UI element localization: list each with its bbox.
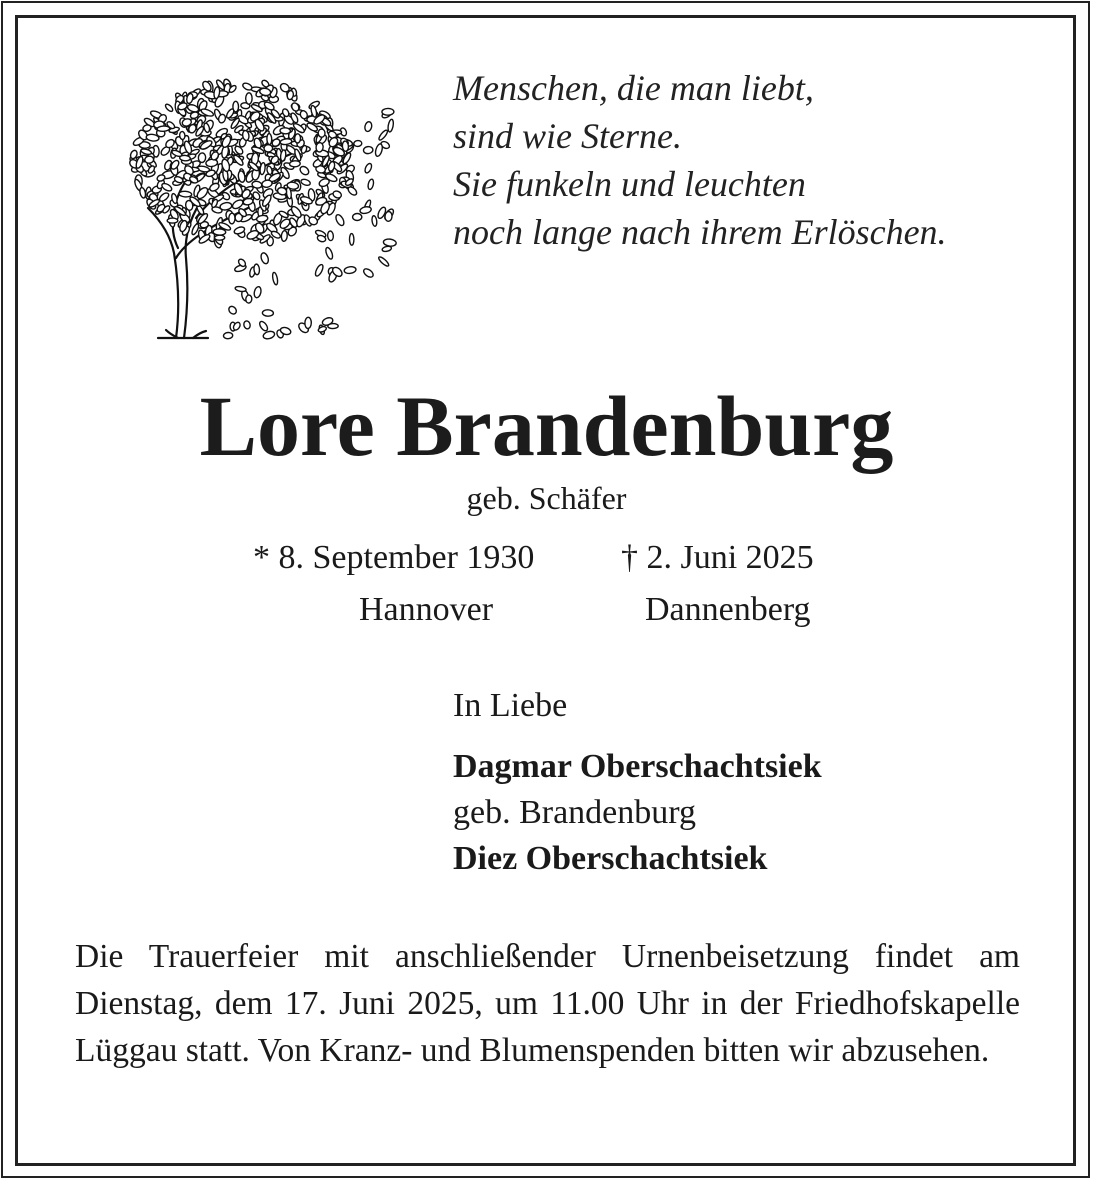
leaf-shape <box>158 191 170 202</box>
mourner-name: Diez Oberschachtsiek <box>453 840 768 877</box>
leaf-shape <box>145 156 154 164</box>
leaf-shape <box>164 103 174 113</box>
windblown-tree-icon <box>118 58 398 346</box>
leaf-shape <box>347 185 358 196</box>
leaf-shape <box>362 267 374 279</box>
deceased-name: Lore Brandenburg <box>199 378 894 474</box>
poem-line: Menschen, die man liebt, <box>453 68 814 108</box>
leaf-shape <box>290 205 303 219</box>
leaf-shape <box>179 155 190 161</box>
leaf-shape <box>179 191 192 197</box>
death-date: † 2. Juni 2025 <box>621 539 814 576</box>
leaf-shape <box>261 179 272 188</box>
leaf-shape <box>272 272 279 285</box>
leaf-shape <box>383 238 397 247</box>
leaf-shape <box>280 128 291 135</box>
birth-date: * 8. September 1930 <box>253 539 535 576</box>
leaf-shape <box>385 211 393 221</box>
leaf-shape <box>354 140 362 146</box>
mourners-list <box>453 744 822 882</box>
leaf-shape <box>298 165 310 177</box>
leaf-shape <box>179 131 185 139</box>
leaf-shape <box>233 101 239 112</box>
leaf-shape <box>334 213 345 226</box>
leaf-shape <box>374 143 383 157</box>
birth-place: Hannover <box>359 591 494 628</box>
leaf-shape <box>305 317 312 328</box>
leaf-shape <box>324 247 333 260</box>
poem <box>453 64 947 256</box>
mourners-intro: In Liebe <box>453 687 568 724</box>
leaf-shape <box>227 305 238 316</box>
leaf-shape <box>213 229 226 236</box>
leaf-shape <box>281 230 288 241</box>
leaf-shape <box>235 286 247 292</box>
leaf-shape <box>363 146 373 154</box>
funeral-notice: Die Trauerfeier mit anschließender Urnenbeisetzung findet am Dienstag, dem 17. Juni 2025, um 11.00 Uhr in der Friedhofskapelle Lüggau statt. Von Kranz- und Blumenspenden bitten wir abzusehen. <box>75 938 1020 1069</box>
leaf-shape <box>349 234 354 246</box>
leaf-shape <box>382 108 394 115</box>
poem-line: Sie funkeln und leuchten <box>453 164 806 204</box>
leaf-shape <box>245 295 252 304</box>
leaf-shape <box>364 163 373 174</box>
leaf-shape <box>258 320 269 332</box>
leaf-shape <box>300 178 311 186</box>
leaf-shape <box>327 231 333 241</box>
leaf-shape <box>364 121 373 132</box>
leaf-shape <box>377 256 389 268</box>
maiden-name: geb. Schäfer <box>466 480 627 516</box>
leaf-shape <box>314 263 325 277</box>
leaf-shape <box>353 214 362 221</box>
leaf-shape <box>295 134 301 143</box>
leaf-shape <box>142 124 152 132</box>
leaf-shape <box>161 182 173 192</box>
poem-line: sind wie Sterne. <box>453 116 682 156</box>
leaf-shape <box>260 252 270 265</box>
leaf-shape <box>316 142 324 152</box>
poem-line: noch lange nach ihrem Erlöschen. <box>453 212 947 252</box>
leaf-shape <box>246 93 253 105</box>
leaf-shape <box>157 126 170 132</box>
leaf-shape <box>139 187 146 198</box>
leaf-shape <box>223 332 233 339</box>
leaf-shape <box>342 141 349 152</box>
leaf-shape <box>371 215 377 226</box>
leaf-shape <box>387 119 394 132</box>
mourner-name: Dagmar Oberschachtsiek <box>453 748 822 785</box>
leaf-shape <box>328 324 338 329</box>
leaf-shape <box>253 286 262 298</box>
leaf-shape <box>229 213 236 224</box>
death-place: Dannenberg <box>645 591 811 628</box>
leaf-shape <box>359 206 371 215</box>
leaf-shape <box>214 235 224 240</box>
leaf-shape <box>318 129 325 138</box>
leaf-shape <box>378 129 389 141</box>
leaf-shape <box>167 218 178 223</box>
leaf-shape <box>267 134 272 145</box>
leaf-shape <box>280 138 292 145</box>
leaf-shape <box>219 202 232 211</box>
mourner-name: geb. Brandenburg <box>453 794 696 831</box>
leaf-shape <box>264 145 273 152</box>
leaf-shape <box>344 266 357 274</box>
leaf-shape <box>243 320 251 329</box>
leaf-shape <box>254 264 260 275</box>
leaf-shape <box>262 330 275 340</box>
leaf-shape <box>262 310 273 317</box>
leaf-shape <box>198 153 206 163</box>
leaf-shape <box>367 179 374 190</box>
